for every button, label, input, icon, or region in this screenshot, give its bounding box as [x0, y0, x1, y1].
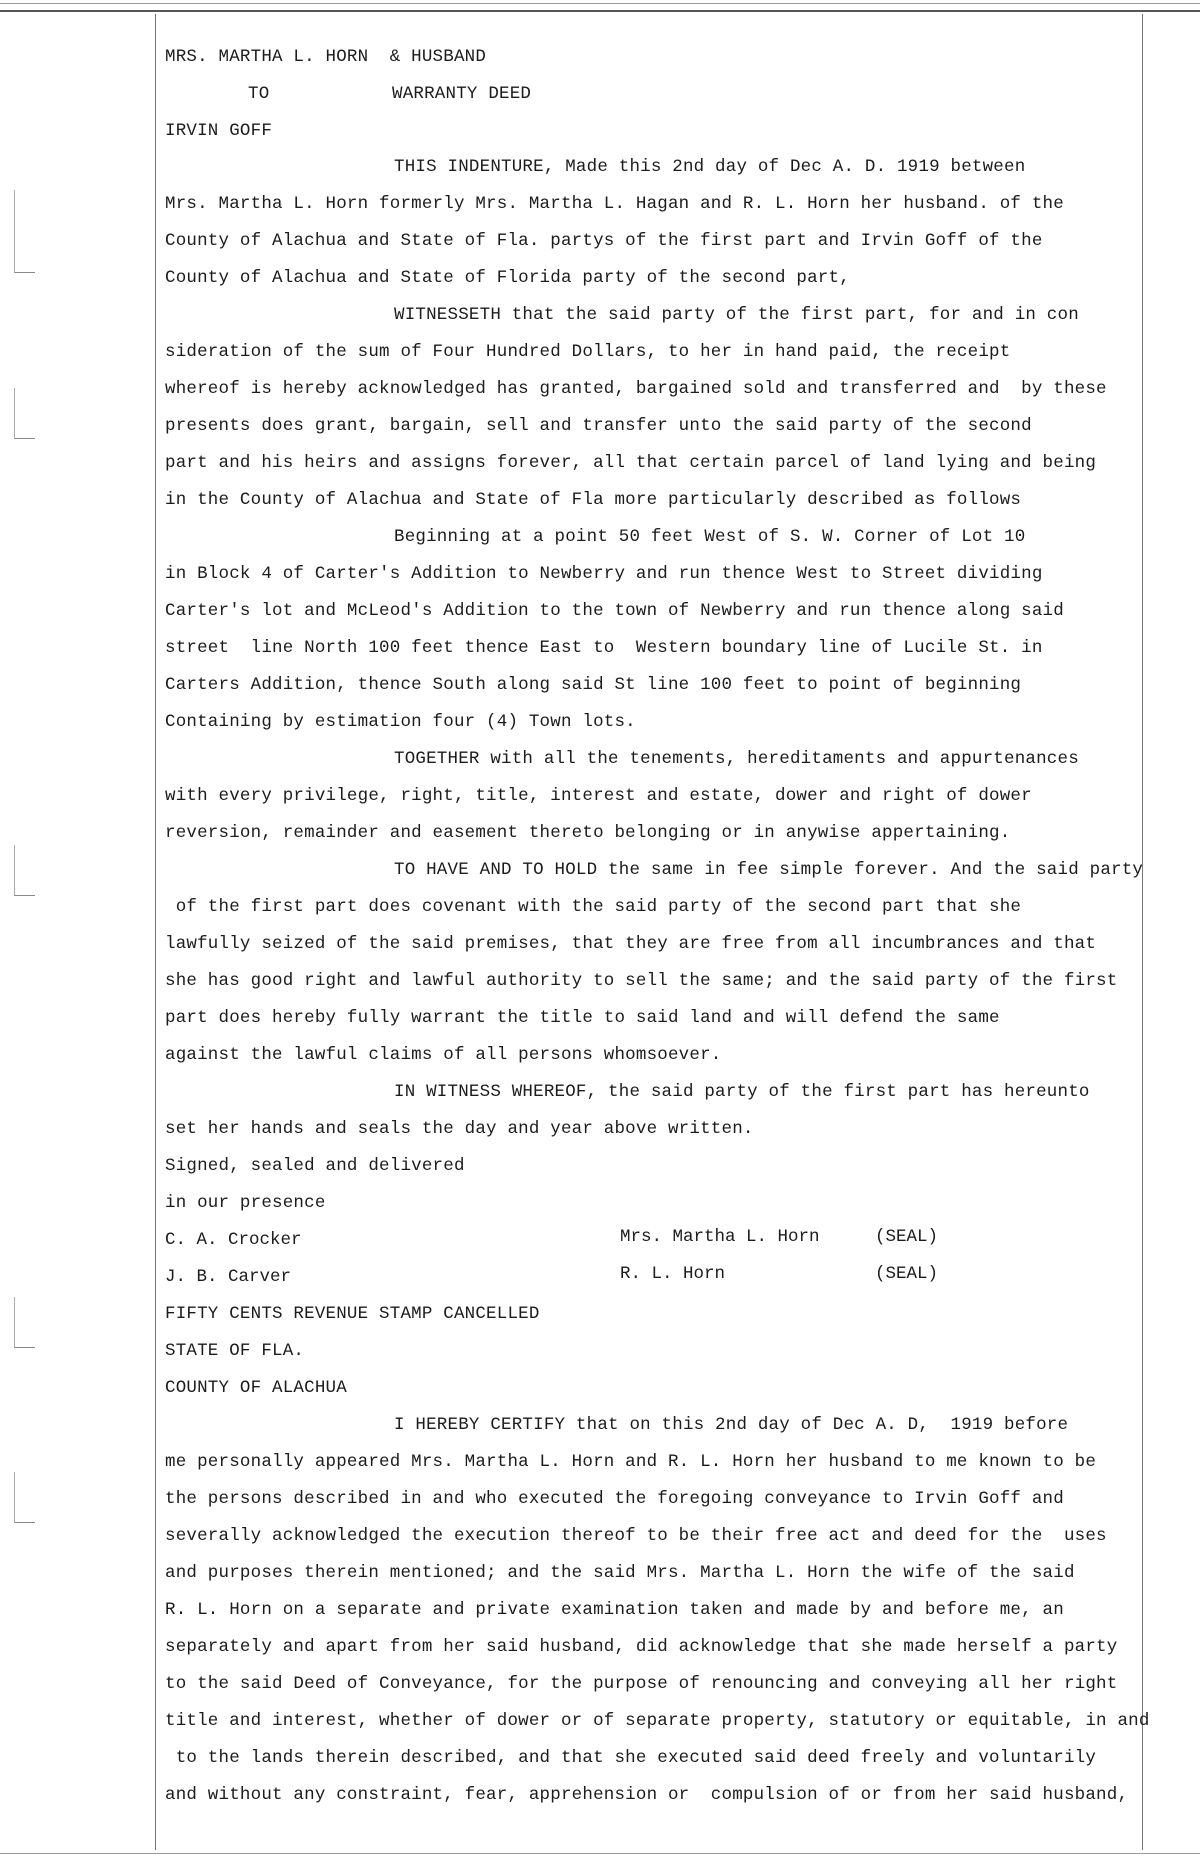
ack-line: the persons described in and who executed the foregoing conveyance to Irvin Goff and: [165, 1489, 1064, 1509]
body-line: THIS INDENTURE, Made this 2nd day of Dec A. D. 1919 between: [394, 157, 1026, 177]
body-line: part does hereby fully warrant the title to said land and will defend the same: [165, 1008, 1000, 1028]
body-line: lawfully seized of the said premises, that they are free from all incumbrances and that: [165, 934, 1097, 954]
ack-line: to the lands therein described, and that she executed said deed freely and voluntarily: [165, 1748, 1097, 1768]
ack-line: R. L. Horn on a separate and private examination taken and made by and before me, an: [165, 1600, 1064, 1620]
right-margin-line: [1142, 14, 1143, 1850]
witness-name: C. A. Crocker: [165, 1230, 302, 1250]
body-line: County of Alachua and State of Florida party of the second part,: [165, 268, 850, 288]
top-border-line: [0, 10, 1200, 12]
state-line: STATE OF FLA.: [165, 1341, 305, 1361]
ack-line: and purposes therein mentioned; and the said Mrs. Martha L. Horn the wife of the said: [165, 1563, 1075, 1583]
body-line: in our presence: [165, 1193, 326, 1213]
body-line: TOGETHER with all the tenements, hereditaments and appurtenances: [394, 749, 1079, 769]
body-line: Containing by estimation four (4) Town lots.: [165, 712, 636, 732]
grantor-line: MRS. MARTHA L. HORN & HUSBAND: [165, 47, 487, 67]
seal-label: (SEAL): [875, 1264, 939, 1284]
body-line: presents does grant, bargain, sell and transfer unto the said party of the second: [165, 416, 1032, 436]
ack-line: separately and apart from her said husband, did acknowledge that she made herself a party: [165, 1637, 1118, 1657]
body-line: IN WITNESS WHEREOF, the said party of the first part has hereunto: [394, 1082, 1090, 1102]
ack-line: I HEREBY CERTIFY that on this 2nd day of Dec A. D, 1919 before: [394, 1415, 1069, 1435]
stamp-note: FIFTY CENTS REVENUE STAMP CANCELLED: [165, 1304, 540, 1324]
body-line: part and his heirs and assigns forever, all that certain parcel of land lying and being: [165, 453, 1097, 473]
binder-mark: [14, 190, 35, 273]
body-line: whereof is hereby acknowledged has granted, bargained sold and transferred and by these: [165, 379, 1107, 399]
body-line: in the County of Alachua and State of Fla more particularly described as follows: [165, 490, 1022, 510]
body-line: Signed, sealed and delivered: [165, 1156, 465, 1176]
ack-line: and without any constraint, fear, apprehension or compulsion of or from her said husband,: [165, 1785, 1129, 1805]
body-line: Beginning at a point 50 feet West of S. W. Corner of Lot 10: [394, 527, 1026, 547]
signer-name: R. L. Horn: [620, 1264, 726, 1284]
binder-mark: [14, 845, 35, 896]
binder-mark: [14, 388, 35, 439]
body-line: with every privilege, right, title, interest and estate, dower and right of dower: [165, 786, 1032, 806]
to-line: TO: [248, 84, 270, 104]
witness-name: J. B. Carver: [165, 1267, 292, 1287]
body-line: of the first part does covenant with the said party of the second part that she: [165, 897, 1022, 917]
ack-line: to the said Deed of Conveyance, for the purpose of renouncing and conveying all her right: [165, 1674, 1118, 1694]
left-margin-line: [155, 14, 156, 1850]
body-line: Carter's lot and McLeod's Addition to the town of Newberry and run thence along said: [165, 601, 1064, 621]
body-line: she has good right and lawful authority to sell the same; and the said party of the first: [165, 971, 1118, 991]
body-line: sideration of the sum of Four Hundred Dollars, to her in hand paid, the receipt: [165, 342, 1011, 362]
body-line: County of Alachua and State of Fla. partys of the first part and Irvin Goff of the: [165, 231, 1043, 251]
binder-mark: [14, 1297, 35, 1348]
body-line: street line North 100 feet thence East to Western boundary line of Lucile St. in: [165, 638, 1043, 658]
binder-mark: [14, 1472, 35, 1523]
deed-type: WARRANTY DEED: [392, 84, 532, 104]
body-line: Mrs. Martha L. Horn formerly Mrs. Martha L. Hagan and R. L. Horn her husband. of the: [165, 194, 1064, 214]
signer-name: Mrs. Martha L. Horn: [620, 1227, 820, 1247]
ack-line: me personally appeared Mrs. Martha L. Horn and R. L. Horn her husband to me known to be: [165, 1452, 1097, 1472]
grantee-line: IRVIN GOFF: [165, 121, 273, 141]
body-line: in Block 4 of Carter's Addition to Newberry and run thence West to Street dividing: [165, 564, 1043, 584]
top-edge-line: [0, 3, 1200, 4]
body-line: Carters Addition, thence South along said St line 100 feet to point of beginning: [165, 675, 1022, 695]
county-line: COUNTY OF ALACHUA: [165, 1378, 347, 1398]
body-line: against the lawful claims of all persons whomsoever.: [165, 1045, 722, 1065]
body-line: WITNESSETH that the said party of the first part, for and in con: [394, 305, 1079, 325]
seal-label: (SEAL): [875, 1227, 939, 1247]
body-line: reversion, remainder and easement thereto belonging or in anywise appertaining.: [165, 823, 1011, 843]
ack-line: severally acknowledged the execution thereof to be their free act and deed for the uses: [165, 1526, 1107, 1546]
bottom-border-line: [0, 1853, 1200, 1854]
body-line: TO HAVE AND TO HOLD the same in fee simple forever. And the said party: [394, 860, 1144, 880]
body-line: set her hands and seals the day and year above written.: [165, 1119, 754, 1139]
ack-line: title and interest, whether of dower or of separate property, statutory or equitable, in and: [165, 1711, 1150, 1731]
